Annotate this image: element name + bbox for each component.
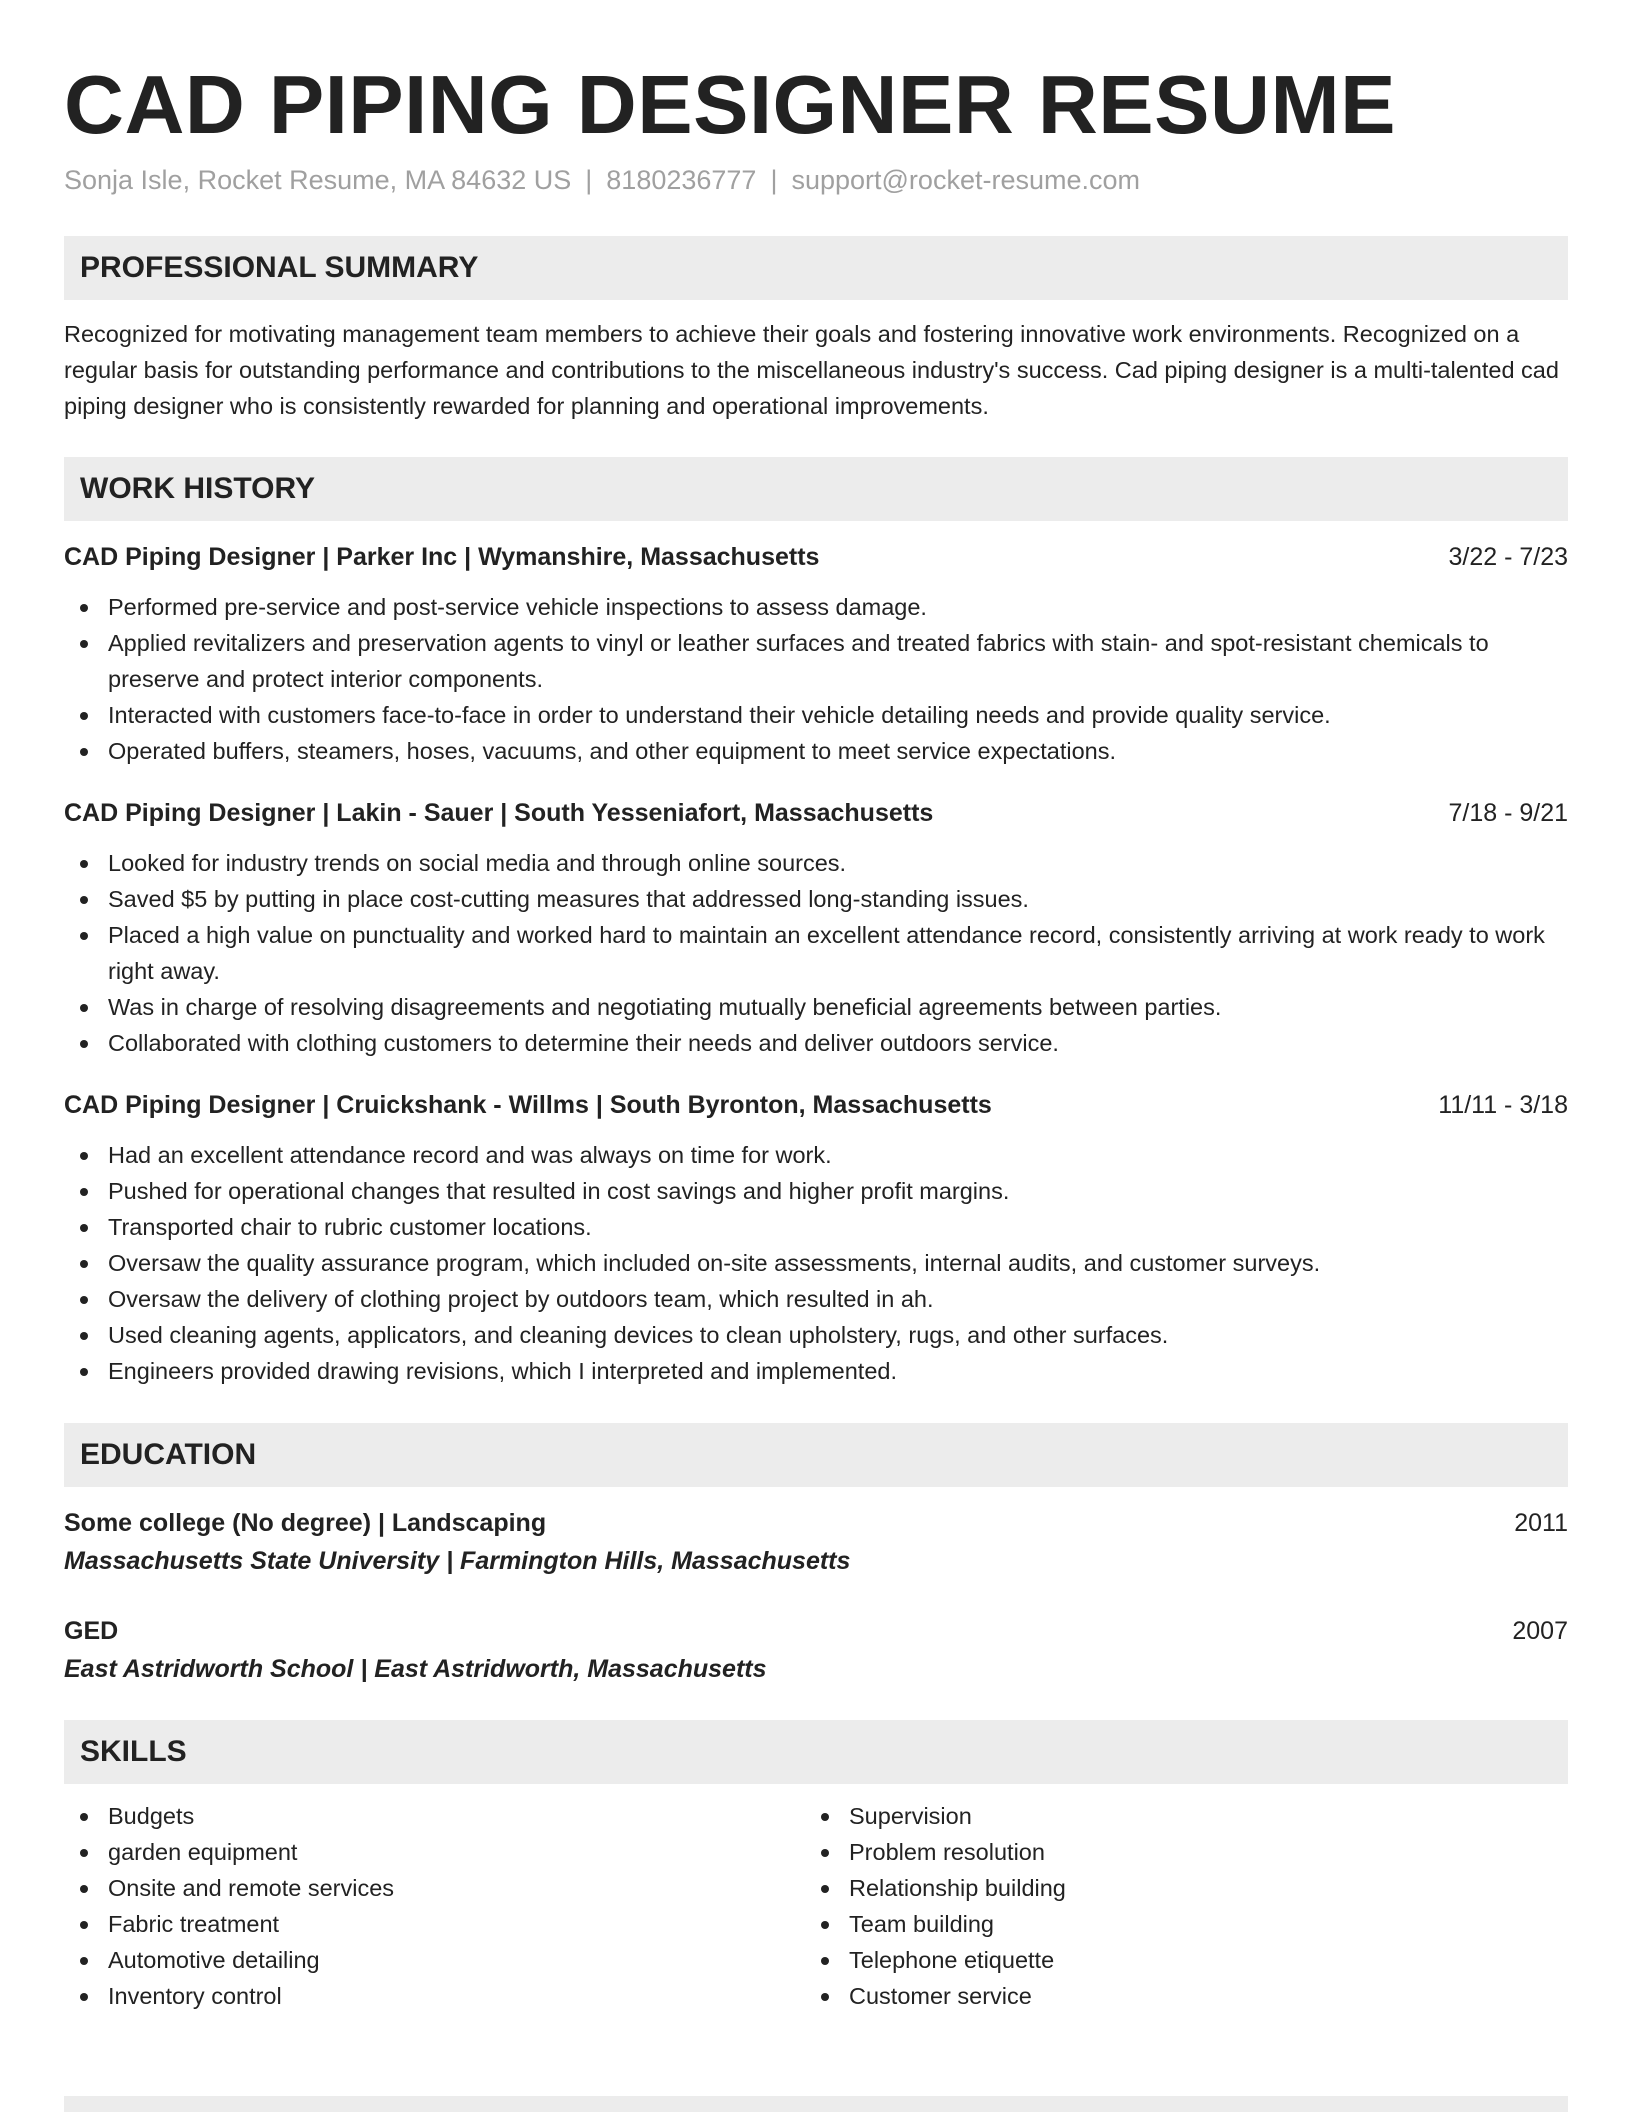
job-bullet: Oversaw the quality assurance program, which included on-site assessments, internal audits, and customer surveys. [64,1245,1568,1281]
job-header [64,1087,1568,1123]
job-bullet: Applied revitalizers and preservation agents to vinyl or leather surfaces and treated fabrics with stain- and spot-resistant chemicals to preserve and protect interior components. [64,625,1568,697]
skills-list-left [64,1798,805,2014]
job-bullets [64,589,1568,769]
job-entry [64,539,1568,769]
job-bullet: Saved $5 by putting in place cost-cutting measures that addressed long-standing issues. [64,881,1568,917]
section-header-work-history: WORK HISTORY [64,457,1568,521]
education-header [64,1505,1568,1541]
section-header-skills: SKILLS [64,1720,1568,1784]
skill-item: Automotive detailing [64,1942,805,1978]
education-entry [64,1613,1568,1689]
skill-item: Supervision [805,1798,1568,1834]
job-bullets [64,1137,1568,1389]
contact-separator: | [585,165,593,195]
skill-item: Fabric treatment [64,1906,805,1942]
section-header-education: EDUCATION [64,1423,1568,1487]
next-section-header-edge [64,2096,1568,2112]
job-entry [64,795,1568,1061]
job-dates: 7/18 - 9/21 [1448,799,1568,827]
skill-item: Budgets [64,1798,805,1834]
job-bullet: Was in charge of resolving disagreements and negotiating mutually beneficial agreements between parties. [64,989,1568,1025]
education-school: East Astridworth School | East Astridworth, Massachusetts [64,1655,767,1683]
job-bullet: Used cleaning agents, applicators, and cleaning devices to clean upholstery, rugs, and other surfaces. [64,1317,1568,1353]
skills-columns [64,1798,1568,2014]
job-bullet: Pushed for operational changes that resulted in cost savings and higher profit margins. [64,1173,1568,1209]
job-header [64,539,1568,575]
contact-address: Sonja Isle, Rocket Resume, MA 84632 US [64,165,572,195]
job-bullet: Transported chair to rubric customer locations. [64,1209,1568,1245]
contact-separator: | [770,165,778,195]
section-header-summary: PROFESSIONAL SUMMARY [64,236,1568,300]
summary-text: Recognized for motivating management team members to achieve their goals and fostering innovative work environments. Recognized on a regular basis for outstanding performance and contributions to the miscellaneous industry's success. Cad piping designer is a multi-talented cad piping designer who is consistently rewarded for planning and operational improvements. [64,321,1559,419]
skill-item: Onsite and remote services [64,1870,805,1906]
job-bullet: Interacted with customers face-to-face in order to understand their vehicle detailing needs and provide quality service. [64,697,1568,733]
job-bullet: Collaborated with clothing customers to determine their needs and deliver outdoors service. [64,1025,1568,1061]
job-title: CAD Piping Designer | Parker Inc | Wymanshire, Massachusetts [64,543,820,571]
skill-item: Problem resolution [805,1834,1568,1870]
education-year: 2007 [1512,1617,1568,1645]
skill-item: garden equipment [64,1834,805,1870]
skill-item: Telephone etiquette [805,1942,1568,1978]
education-degree: Some college (No degree) | Landscaping [64,1509,547,1537]
job-bullet: Performed pre-service and post-service vehicle inspections to assess damage. [64,589,1568,625]
job-bullet: Looked for industry trends on social media and through online sources. [64,845,1568,881]
contact-line [64,160,1568,200]
skill-item: Team building [805,1906,1568,1942]
job-title: CAD Piping Designer | Lakin - Sauer | South Yesseniafort, Massachusetts [64,799,934,827]
education-degree: GED [64,1617,119,1645]
skill-item: Inventory control [64,1978,805,2014]
job-dates: 11/11 - 3/18 [1438,1091,1568,1119]
job-bullet: Engineers provided drawing revisions, which I interpreted and implemented. [64,1353,1568,1389]
job-bullet: Had an excellent attendance record and was always on time for work. [64,1137,1568,1173]
job-header [64,795,1568,831]
resume-page [64,50,1568,2014]
contact-phone: 8180236777 [606,165,757,195]
skill-item: Relationship building [805,1870,1568,1906]
job-entry [64,1087,1568,1389]
education-year: 2011 [1514,1509,1568,1537]
contact-email: support@rocket-resume.com [791,165,1140,195]
job-bullet: Operated buffers, steamers, hoses, vacuums, and other equipment to meet service expectations. [64,733,1568,769]
skill-item: Customer service [805,1978,1568,2014]
job-bullets [64,845,1568,1061]
job-bullet: Oversaw the delivery of clothing project by outdoors team, which resulted in ah. [64,1281,1568,1317]
skills-list-right [805,1798,1568,2014]
education-school: Massachusetts State University | Farmington Hills, Massachusetts [64,1547,851,1575]
job-title: CAD Piping Designer | Cruickshank - Willms | South Byronton, Massachusetts [64,1091,992,1119]
education-header [64,1613,1568,1649]
resume-title: CAD PIPING DESIGNER RESUME [64,58,1396,151]
job-bullet: Placed a high value on punctuality and worked hard to maintain an excellent attendance record, consistently arriving at work ready to work right away. [64,917,1568,989]
job-dates: 3/22 - 7/23 [1448,543,1568,571]
education-entry [64,1505,1568,1581]
